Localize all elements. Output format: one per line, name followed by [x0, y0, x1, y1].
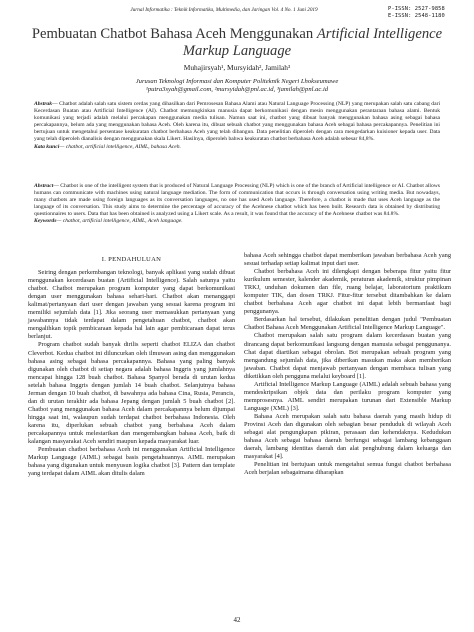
- paper-title: [20, 26, 454, 60]
- abstract-text: — Chatbot is one of the intelligent system that is produced of Natural Language Processing (NLP) which is one of the branch of Artificial intelligence or AI. Chatbot allows humans can communicate with machines using natural language mediation. The form of communication that occurs is through conversation using writing media. But nowadays, many chatbots are made using foreign languages as its conversation languages, no one has used Aceh language. Therefore, a chatbot is made that uses Aceh language as the language of its conversation. This study aims to determine the percentage of accuracy of the Acehnese chatbot which has been built. Research data is obtained by distributing questionnaires to users. Data that has been obtained is analyzed using a Likert scale. As a result, it was found that the accuracy of the Acehnese chatbot was 84.8%.: [34, 183, 440, 218]
- author-list: Muhajirsyah¹, Mursyidah², Jamilah³: [183, 63, 291, 72]
- keywords-text: — chatbot, artificial intelligence, AIML, Aceh language.: [56, 218, 183, 225]
- keywords: [34, 218, 440, 225]
- body-paragraph: Pembuatan chatbot berbahasa Aceh ini menggunakan Artificial Intelligence Markup Language (AIML) sebagai basis pengetahuannya. AIML merupakan bahasa yang digunakan untuk menyusun logika chatbot [3]. Pattern dan template yang terdapat dalam AIML akan ditulis dalam: [28, 446, 235, 478]
- abstrak-text: — Chatbot adalah salah satu sistem cerdas yang dihasilkan dari Pemrosesan Bahasa Alami atau Natural Language Processing (NLP) yang merupakan salah satu cabang dari Kecerdasan Buatan atau Artificial Intelligence (AI). Chatbot memungkinkan manusia dapat berkomunikasi dengan mesin menggunakan perantaraan bahasa alami. Bentuk komunikasi yang terjadi adalah melalui percakapan menggunakan media tulisan. Namun saat ini, chatbot yang dibuat banyak menggunakan bahasa asing sebagai bahasa percakapannya, belum ada yang menggunakan bahasa Aceh. Oleh karena itu, dibuat sebuah chatbot yang menggunakan bahasa Aceh sebagai bahasa percakapannya. Penelitian ini bertujuan untuk mengetahui persentase keakuratan chatbot berbahasa Aceh yang telah dibangun. Data penelitian diperoleh dengan cara mengedarkan kuisioner kepada user. Data yang telah diperoleh dianalisis dengan menggunakan skala Likert. Hasilnya, diperoleh bahwa keakuratan chatbot berbahasa Aceh adalah sebesar 84,8%.: [34, 101, 440, 143]
- issn-block: [388, 6, 468, 20]
- affiliation-institution: Jurusan Teknologi Informasi dan Komputer Politeknik Negeri Lhokseumawe: [135, 78, 339, 85]
- section-heading: I. PENDAHULUAN: [101, 256, 162, 263]
- electronic-issn: E-ISSN: 2548-1180: [388, 13, 445, 19]
- body-paragraph: Program chatbot sudah banyak dirilis seperti chatbot ELIZA dan chatbot Cleverbot. Kedua chatbot ini diluncurkan oleh ilmuwan asing dan menggunakan bahasa asing sebagai bahasa percakapannya. Bahasa yang paling banyak digunakan oleh chatbot di setiap negara adalah bahasa Inggris yang jumlahnya mencapai hingga 128 buah chatbot. Bahasa Spanyol berada di urutan kedua setelah bahasa Inggris dengan jumlah 14 buah chatbot. Selanjutnya bahasa Jerman dengan 10 buah chatbot, di bawahnya ada bahasa Cina, Rusia, Perancis, dan di urutan terakhir ada bahasa Jepang dengan jumlah 5 buah chatbot [2]. Chatbot yang menggunakan bahasa Aceh dalam percakapannya belum dijumpai hingga saat ini, walaupun sudah terdapat chatbot berbahasa Indonesia. Oleh karena itu, diperlukan sebuah chatbot yang berbahasa Aceh dalam percakapannya untuk melestarikan dan mengembangkan bahasa Aceh, baik di kalangan masyarakat Aceh sendiri maupun kepada masyarakat luar.: [28, 341, 235, 446]
- right-column: [244, 252, 451, 477]
- abstract-label: Abstract: [34, 183, 54, 189]
- left-column: [28, 252, 235, 478]
- affiliation-emails: ¹putra3syah@gmail.com, ²mursyidah@pnl.ac.id, ³jamilah@pnl.ac.id: [145, 86, 329, 93]
- body-paragraph: Chatbot merupakan salah satu program dalam kecerdasan buatan yang dirancang dapat berkomunikasi langsung dengan manusia sebagai penggunanya. Chat dapat diartikan sebagai obrolan. Bot merupakan sebuah program yang mengandung sejumlah data, jika diberikan masukan maka akan memberikan jawaban. Chatbot dapat menjawab pertanyaan dengan membaca tulisan yang diketikkan oleh pengguna melalui keyboard [1].: [244, 332, 451, 380]
- running-header: [60, 6, 468, 20]
- body-paragraph: Penelitian ini bertujuan untuk mengetahui semua fungsi chatbot berbahasa Aceh berjalan sebagaimana diharapkan: [244, 461, 451, 477]
- body-paragraph: Seiring dengan perkembangan teknologi, banyak aplikasi yang sudah dibuat menggunakan kecerdasan buatan (Artificial Intelligence). Salah satunya yaitu chatbot. Chatbot merupakan program komputer yang dapat berkomunikasi dengan user menggunakan bahasa sehari-hari. Chatbot akan menanggapi kalimat/pertanyaan dari user dengan jawaban yang sesuai karena program ini memiliki sejumlah data [1]. Jika seorang user memasukkan pertanyaan yang jawabannya tidak terdapat dalam pengetahuan chatbot, chatbot akan mengalihkan topik pembicaraan kepada hal lain agar pembicaraan dapat terus berlanjut.: [28, 269, 235, 341]
- title-italic: Artificial Intelligence Markup Language: [182, 26, 443, 59]
- abstrak-label: Abstrak: [34, 101, 53, 107]
- print-issn: P-ISSN: 2527-9858: [388, 6, 445, 12]
- abstract-english: [34, 183, 440, 226]
- page-number: 42: [233, 616, 241, 624]
- affiliation: [0, 78, 474, 94]
- body-paragraph: Artificial Intelligence Markup Language (AIML) adalah sebuah bahasa yang mendeskripsikan objek data dan perilaku program komputer yang memprosesnya. AIML sendiri merupakan turunan dari Extensible Markup Language (XML) [3].: [244, 380, 451, 412]
- body-paragraph: Bahasa Aceh merupakan salah satu bahasa daerah yang masih hidup di Provinsi Aceh dan digunakan oleh sebagian besar penduduk di wilayah Aceh sebagai alat pengungkapan pikiran, perasaan dan kehendaknya. Kedudukan bahasa Aceh sebagai bahasa daerah berfungsi sebagai lambang kebanggaan daerah, lambang identitas daerah dan alat penghubung dalam keluarga dan masyarakat [4].: [244, 412, 451, 461]
- katakunci-text: — chatbot, artificial intelligence, AIML, bahasa Aceh.: [59, 143, 181, 150]
- journal-name: Jurnal Informatika : Teknik Informatika, Multimedia, dan Jaringan Vol. 4 No. 1 Juni 2019: [130, 7, 318, 13]
- keywords-label: Keywords: [34, 218, 57, 225]
- body-paragraph: Berdasarkan hal tersebut, dilakukan penelitian dengan judul "Pembuatan Chatbot Bahasa Aceh Menggunakan Artificial Intelligence Markup Language".: [244, 316, 451, 332]
- kata-kunci: [34, 144, 440, 151]
- abstract-indonesian: [34, 101, 440, 151]
- body-paragraph: bahasa Aceh sehingga chatbot dapat memberikan jawaban berbahasa Aceh yang sesuai terhadap setiap kalimat input dari user.: [244, 252, 451, 268]
- katakunci-label: Kata kunci: [34, 143, 60, 150]
- body-paragraph: Chatbot berbahasa Aceh ini dilengkapi dengan beberapa fitur yaitu fitur kurikulum semester, kalender akademik, peraturan akademik, struktur pimpinan TRKJ, unduhan dokumen dan file, ruang belajar, laboratorium praktikum komputer TIK, dan dosen TRKJ. Fitur-fitur tersebut ditambahkan ke dalam chatbot berbahasa Aceh agar chatbot ini dapat lebih bermanfaat bagi penggunanya.: [244, 268, 451, 316]
- title-plain: Pembuatan Chatbot Bahasa Aceh Menggunakan: [31, 26, 314, 42]
